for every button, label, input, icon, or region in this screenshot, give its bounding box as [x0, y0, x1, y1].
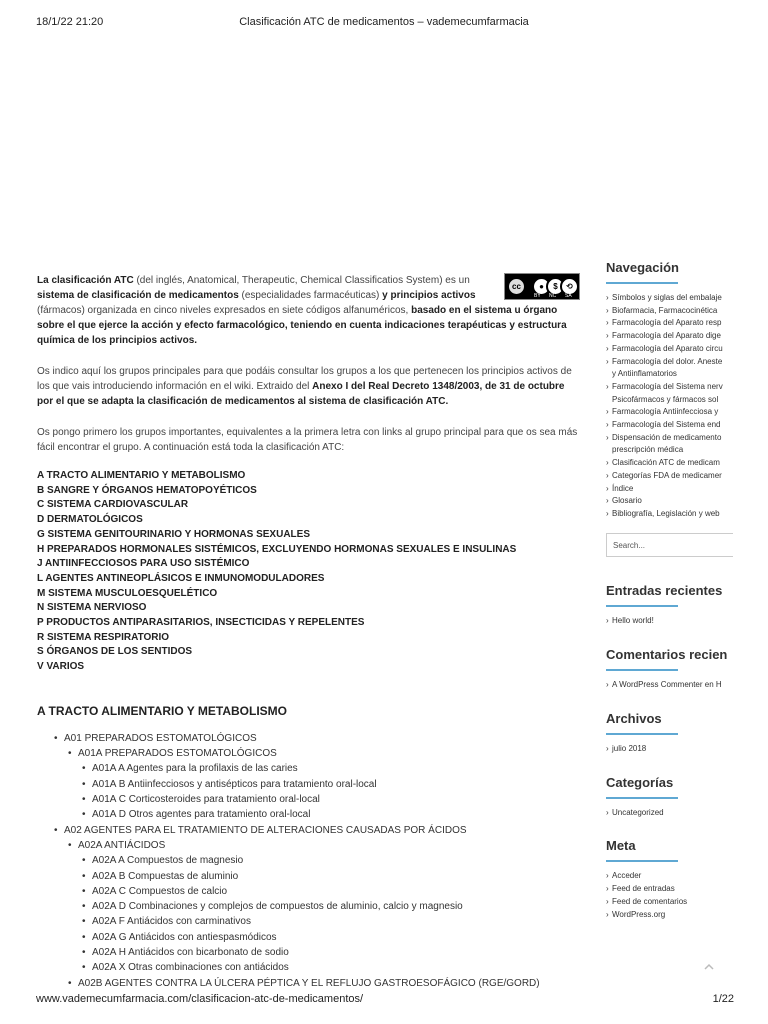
tree-leaf: • A01A C Corticosteroides para tratamiento oral-local	[92, 792, 583, 807]
widget-navegacion	[606, 260, 733, 521]
nav-link[interactable]: › Clasificación ATC de medicam	[606, 457, 733, 470]
widget-title: Archivos	[606, 711, 662, 727]
widget-categorias	[606, 775, 733, 820]
print-url: www.vademecumfarmacia.com/clasificacion-atc-de-medicamentos/	[36, 993, 364, 1005]
title-underline	[606, 605, 678, 607]
group-link[interactable]: A TRACTO ALIMENTARIO Y METABOLISMO	[37, 470, 246, 481]
widget-title: Navegación	[606, 260, 679, 275]
tree-leaf: • A02A G Antiácidos con antiespasmódicos	[92, 930, 583, 945]
print-date: 18/1/22 21:20	[36, 16, 104, 28]
meta-link[interactable]: › WordPress.org	[606, 909, 733, 922]
group-link[interactable]: P PRODUCTOS ANTIPARASITARIOS, INSECTICIDAS Y REPELENTES	[37, 617, 365, 629]
nav-link[interactable]: › Biofarmacia, Farmacocinética	[606, 305, 733, 318]
nav-link[interactable]: › Categorías FDA de medicamer	[606, 470, 733, 483]
chevron-up-icon[interactable]	[703, 961, 715, 973]
tree-leaf: • A02A B Compuestas de aluminio	[92, 869, 583, 884]
cc-license-badge-icon[interactable]	[504, 273, 580, 300]
title-underline	[606, 860, 678, 862]
group-link[interactable]: M SISTEMA MUSCULOESQUELÉTICO	[37, 587, 218, 599]
archive-link[interactable]: › julio 2018	[606, 743, 733, 756]
widget-title: Entradas recientes	[606, 582, 723, 598]
nav-link-continued[interactable]: prescripción médica	[612, 445, 684, 455]
tree-item-a01a: • A01A PREPARADOS ESTOMATOLÓGICOS • A01A A Agentes para la profilaxis de las caries • A01A B Antiinfecciosos y antisépticos para tratamiento oral-local • A01A C Corticosteroides para tratamiento oral-local • A01A D Otros agentes para tratamiento oral-local	[78, 746, 583, 822]
group-link[interactable]: S ÓRGANOS DE LOS SENTIDOS	[37, 646, 193, 658]
group-link[interactable]: J ANTIINFECCIOSOS PARA USO SISTÉMICO	[37, 558, 250, 570]
title-underline	[606, 733, 678, 735]
meta-link[interactable]: › Acceder	[606, 870, 733, 883]
nc-label: NC	[549, 293, 557, 299]
intro-paragraph: La clasificación ATC (del inglés, Anatomical, Therapeutic, Chemical Classificatios System) es un sistema de clasificación de medicamentos (especialidades farmacéuticas) y principios activos (fármacos) organizada en cinco niveles expresados en siete códigos alfanuméricos, basado en el sistema u órgano sobre el que ejerce la acción y efecto farmacológico, teniendo en cuenta indicaciones terapéuticas y estructura química de los principios activos.	[37, 275, 567, 346]
nav-link[interactable]: › Farmacología del Aparato dige	[606, 330, 733, 343]
tree-leaf: • A02A A Compuestos de magnesio	[92, 853, 583, 868]
atc-tree	[37, 731, 583, 991]
widget-title: Comentarios recien	[606, 647, 728, 663]
comment-link[interactable]: › A WordPress Commenter en H	[606, 679, 733, 692]
title-underline	[606, 282, 678, 284]
meta-link[interactable]: › Feed de comentarios	[606, 896, 733, 909]
category-link[interactable]: › Uncategorized	[606, 807, 733, 820]
section-heading-a: A TRACTO ALIMENTARIO Y METABOLISMO	[37, 703, 287, 718]
groups-intro-paragraph: Os pongo primero los grupos importantes, equivalentes a la primera letra con links al grupo principal para que os sea más fácil encontrar el grupo. A continuación está toda la clasificación ATC:	[37, 427, 578, 453]
nav-link[interactable]: › Símbolos y siglas del embalaje	[606, 292, 733, 305]
tree-item-a02a: • A02A ANTIÁCIDOS • A02A A Compuestos de magnesio • A02A B Compuestas de aluminio • A02A C Compuestos de calcio • A02A D Combinaciones y complejos de compuestos de aluminio, calcio y magnesio • A02A F Antiácidos con carminativos • A02A G Antiácidos con antiespasmódicos • A02A H Antiácidos con bicarbonato de sodio • A02A X Otras combinaciones con antiácidos	[78, 838, 583, 976]
nav-link-continued[interactable]: y Antiinflamatorios	[612, 369, 677, 379]
by-label: BY	[534, 293, 541, 299]
tree-item-a02: • A02 AGENTES PARA EL TRATAMIENTO DE ALTERACIONES CAUSADAS POR ÁCIDOS • A02A ANTIÁCIDOS • A02A A Compuestos de magnesio • A02A B Compuestas de aluminio • A02A C Compuestos de calcio • A02A D Combinaciones y complejos de compuestos de aluminio, calcio y magnesio • A02A F Antiácidos con carminativos • A02A G Antiácidos con antiespasmódicos • A02A H Antiácidos con bicarbonato de sodio • A02A X Otras combinaciones con antiácidos • A02B AGENTES CONTRA LA ÚLCERA PÉPTICA Y EL REFLUJO GASTROESOFÁGICO (RGE/GORD)	[64, 823, 583, 991]
nc-icon: $	[546, 277, 565, 296]
intro-block	[37, 273, 583, 348]
print-page-title: Clasificación ATC de medicamentos – vademecumfarmacia	[239, 16, 529, 28]
widget-comentarios	[606, 647, 733, 692]
tree-leaf: • A02A X Otras combinaciones con antiácidos	[92, 960, 583, 975]
tree-leaf: • A02A F Antiácidos con carminativos	[92, 914, 583, 929]
cc-icon: cc	[507, 277, 526, 296]
widget-meta	[606, 838, 733, 921]
tree-leaf: • A01A D Otros agentes para tratamiento oral-local	[92, 807, 583, 822]
tree-item-a02b: • A02B AGENTES CONTRA LA ÚLCERA PÉPTICA Y EL REFLUJO GASTROESOFÁGICO (RGE/GORD)	[78, 976, 583, 991]
nav-link[interactable]: › Dispensación de medicamento	[606, 432, 733, 445]
nav-link[interactable]: › Farmacología Antiinfecciosa y	[606, 406, 733, 419]
group-link[interactable]: D DERMATOLÓGICOS	[37, 514, 143, 526]
group-link[interactable]: G SISTEMA GENITOURINARIO Y HORMONAS SEXUALES	[37, 528, 310, 540]
tree-leaf: • A02A C Compuestos de calcio	[92, 884, 583, 899]
nav-link[interactable]: › Farmacología del Aparato resp	[606, 317, 733, 330]
nav-link-continued[interactable]: Psicofármacos y fármacos sol	[612, 394, 719, 404]
group-link[interactable]: R SISTEMA RESPIRATORIO	[37, 631, 170, 643]
widget-title: Categorías	[606, 774, 674, 790]
tree-leaf: • A01A A Agentes para la profilaxis de las caries	[92, 761, 583, 776]
group-link[interactable]: N SISTEMA NERVIOSO	[37, 602, 147, 614]
group-link[interactable]: L AGENTES ANTINEOPLÁSICOS E INMUNOMODULADORES	[37, 572, 325, 584]
sa-icon: ⟲	[560, 277, 579, 296]
widget-entradas-recientes	[606, 583, 733, 628]
tree-leaf: • A01A B Antiinfecciosos y antisépticos para tratamiento oral-local	[92, 777, 583, 792]
tree-leaf: • A02A H Antiácidos con bicarbonato de sodio	[92, 945, 583, 960]
group-link[interactable]: B SANGRE Y ÓRGANOS HEMATOPOYÉTICOS	[37, 484, 257, 496]
search-input[interactable]: Search...	[606, 533, 733, 557]
print-header	[0, 16, 768, 32]
title-underline	[606, 797, 678, 799]
article-content	[37, 273, 583, 991]
recent-post-link[interactable]: › Hello world!	[606, 615, 733, 628]
nav-link[interactable]: › Glosario	[606, 495, 733, 508]
group-link[interactable]: C SISTEMA CARDIOVASCULAR	[37, 499, 189, 511]
meta-link[interactable]: › Feed de entradas	[606, 883, 733, 896]
nav-link[interactable]: › Farmacología del Sistema nerv	[606, 381, 733, 394]
main-groups-list	[37, 469, 583, 675]
widget-title: Meta	[606, 838, 636, 854]
nav-link[interactable]: › Farmacología del Aparato circu	[606, 343, 733, 356]
tree-item-a01: • A01 PREPARADOS ESTOMATOLÓGICOS • A01A PREPARADOS ESTOMATOLÓGICOS • A01A A Agentes para la profilaxis de las caries • A01A B Antiinfecciosos y antisépticos para tratamiento oral-local • A01A C Corticosteroides para tratamiento oral-local • A01A D Otros agentes para tratamiento oral-local	[64, 731, 583, 823]
nav-link[interactable]: › Índice	[606, 483, 733, 496]
group-link[interactable]: V VARIOS	[37, 661, 85, 673]
nav-link[interactable]: › Farmacología del dolor. Aneste	[606, 356, 733, 369]
sidebar	[606, 260, 733, 921]
by-icon: ●	[532, 277, 551, 296]
page-number: 1/22	[712, 993, 734, 1005]
nav-link[interactable]: › Farmacología del Sistema end	[606, 419, 733, 432]
group-link[interactable]: H PREPARADOS HORMONALES SISTÉMICOS, EXCLUYENDO HORMONAS SEXUALES E INSULINAS	[37, 543, 517, 555]
nav-link[interactable]: › Bibliografía, Legislación y web	[606, 508, 733, 521]
sa-label: SA	[565, 293, 572, 299]
info-paragraph: Os indico aquí los grupos principales para que podáis consultar los grupos a los que pertenecen los principios activos de los que vais introduciendo información en el wiki. Extraido del Anexo I del Real Decreto 1348/2003, de 31 de octubre por el que se adapta la clasificación de medicamentos al sistema de clasificación ATC.	[37, 366, 572, 407]
title-underline	[606, 669, 678, 671]
tree-leaf: • A02A D Combinaciones y complejos de compuestos de aluminio, calcio y magnesio	[92, 899, 583, 914]
widget-archivos	[606, 711, 733, 756]
